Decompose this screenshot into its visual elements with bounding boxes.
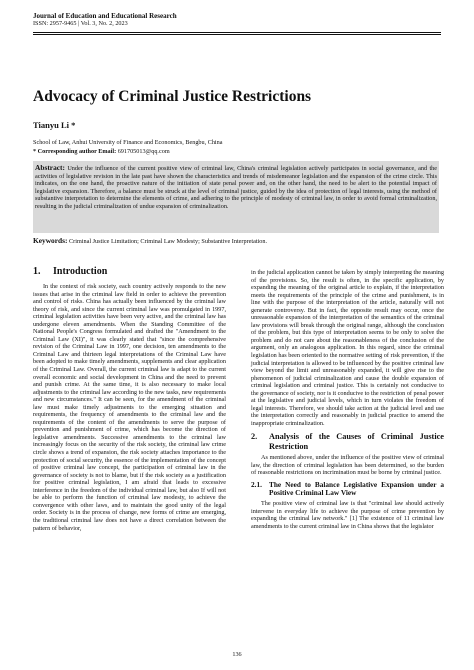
corresponding-label: * Corresponding author Email: xyxy=(33,148,117,155)
author-name: Tianyu Li * xyxy=(33,120,76,130)
section-number: 1. xyxy=(33,266,41,277)
section-heading-introduction xyxy=(33,266,226,277)
subsection-heading-balance xyxy=(251,481,444,497)
header-rule xyxy=(33,32,441,33)
column-right xyxy=(251,269,444,530)
page-number: 136 xyxy=(232,651,242,658)
balance-paragraph: The positive view of criminal law is that "criminal law should actively intervene in everyday life to achieve the purpose of crime prevention by expanding the criminal law network." [1] The existence of 11 criminal law amendments to the current criminal law in China shows that the legislator xyxy=(251,500,444,530)
corresponding-email[interactable]: 691705013@qq.com xyxy=(117,148,170,155)
keywords-label: Keywords: xyxy=(33,236,68,245)
abstract xyxy=(35,164,437,211)
abstract-label: Abstract: xyxy=(35,163,65,172)
section-number: 2. xyxy=(251,432,258,442)
introduction-paragraph-continued: in the judicial application cannot be taken by simply interpreting the meaning of the provisions. So, the result is often, in the specific application, by expanding the meaning of the original article to explain, if the interpretation meets the requirements of the principle of the crime and punishment, is in line with the purpose of the interpretation of the article, naturally will not generate controversy. But in fact, the opposite result may occur, once the unreasonable expansion of the interpretation of the semantics of the criminal law provisions will break through the original range, although the conclusion of the problem, but this type of interpretation seems to be only to solve the problem and do not care about the reasonableness of the conclusion of the argument, only an analogous application. In this regard, since the criminal legislation has been oriented to the normative setting of risk prevention, if the judicial interpretation is allowed to be influenced by the positive criminal law view beyond the limit and unreasonably expanded, it will give rise to the phenomenon of judicial criminalization and cause the double expansion of criminal legislation and criminal justice. This is certainly not conducive to the governance of society, nor is it conducive to the restriction of penal power at the legislative and judicial levels, which in turn violates the freedom of legal interests. Therefore, we should take action at the judicial level and use the interpretation correctly and reasonably in judicial practice to amend the inappropriate criminalization. xyxy=(251,269,444,427)
corresponding-author xyxy=(33,148,170,156)
section-heading-causes xyxy=(251,432,444,451)
author-affiliation: School of Law, Anhui University of Finance and Economics, Bengbu, China xyxy=(33,139,223,146)
causes-paragraph: As mentioned above, under the influence of the positive view of criminal law, the direction of criminal legislation has been determined, so the burden of reasonable restrictions on incrimination must be borne by criminal justice. xyxy=(251,454,444,477)
journal-name: Journal of Education and Educational Research xyxy=(33,12,177,20)
section-title: Analysis of the Causes of Criminal Justice Restriction xyxy=(269,432,444,451)
header-rule-thin xyxy=(33,34,441,35)
section-title: Introduction xyxy=(53,266,108,277)
subsection-number: 2.1. xyxy=(251,479,262,489)
keywords-text: Criminal Justice Limitation; Criminal Law Modesty; Substantive Interpretation. xyxy=(69,238,268,245)
abstract-box xyxy=(33,161,439,233)
column-left xyxy=(33,266,226,532)
keywords xyxy=(33,237,443,246)
subsection-title: The Need to Balance Legislative Expansion under a Positive Criminal Law View xyxy=(269,479,444,497)
introduction-paragraph: In the context of risk society, each country actively responds to the new issues that arise in the criminal law field in order to achieve the prevention and control of risks. China has actually been influenced by the criminal law theory of risk, and since the current criminal law was promulgated in 1997, criminal legislation activities have been very active, and the criminal law has undergone eleven amendments. When the Standing Committee of the National People's Congress formulated and drafted the "Amendment to the Criminal Law (XI)", it was clearly stated that "since the comprehensive revision of the Criminal Law in 1997, one decision, ten amendments to the Criminal Law and thirteen legal interpretations of the Criminal Law have been adopted to make timely amendments, supplements and clear application of the Criminal Law. Overall, the current criminal law is adapt to the current overall economic and social development in China and the need to prevent and punish crime. At the same time, it is also necessary to make local adjustments to the criminal law according to the new tasks, new requirements and new circumstances." It can be seen, for the amendment of the criminal law must make timely adjustments to the emerging situation and requirements, the frequency of amendments to the criminal law and the requirements of the content of the amendments to serve the purpose of prevention and punishment of crime, which has become the direction of legislative amendments. Successive amendments to the criminal law increasingly focus on the security of the risk society, the criminal law crime circle shows a trend of expansion, the risk society attaches importance to the protection of social security, the essence of the implementation of the concept of positive criminal law concept, the participation of criminal law in the governance of society is not to blame, but if the risk society as a justification for positive criminal legislation, I am afraid that leads to excessive interference in the freedom of the individual criminal law, but also If will not be able to perform the function of criminal law modesty, to achieve the convergence with other laws, and to maintain the good unity of the legal order. Society is in the process of change, new forms of crime are emerging, the traditional criminal law does not have a direct correlation between the pattern of behavior, xyxy=(33,283,226,532)
abstract-text: Under the influence of the current positive view of criminal law, China's criminal legislation actively participates in social governance, and the activities of legislative revision in the late past have shown the characteristics and trends of misdemeanor legislation and the expansion of the crime circle. This indicates, on the one hand, the proactive nature of the initiation of state penal power and, on the other hand, the need to be alert to the potential impact of legislative expansion. Therefore, a balance must be struck at the level of criminal justice, guided by the idea of protection of legal interests, using the method of substantive interpretation to determine the elements of crime, and adhering to the principle of modesty of criminal law, in order to avoid formal criminalization, resulting in the judicial criminalization of undue expansion of criminalization. xyxy=(35,165,438,210)
issn-line: ISSN: 2957-9465 | Vol. 3, No. 2, 2023 xyxy=(33,20,128,27)
article-title: Advocacy of Criminal Justice Restrictions xyxy=(33,88,312,105)
